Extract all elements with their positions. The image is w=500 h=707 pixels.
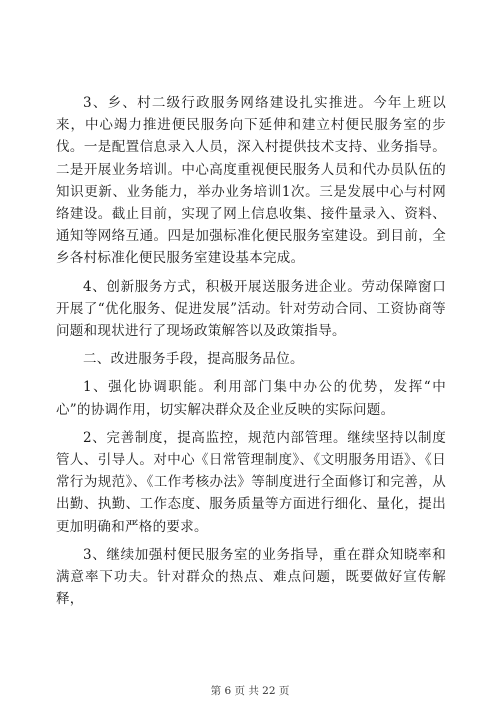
paragraph-coordination: 1、强化协调职能。利用部门集中办公的优势，发挥“中心”的协调作用，切实解决群众及企业反映的实际问题。 <box>56 379 446 418</box>
paragraph-network-construction: 3、乡、村二级行政服务网络建设扎实推进。今年上班以来，中心竭力推进便民服务向下延伸和建立村便民服务室的步伐。一是配置信息录入人员，深入村提供技术支持、业务指导。二是开展业务培训。中心高度重视便民服务人员和代办员队伍的知识更新、业务能力，举办业务培训1次。三是发展中心与村网络建设。截止目前，实现了网上信息收集、接件量录入、资料、通知等网络互通。四是加强标准化便民服务室建设。到目前，全乡各村标准化便民服务室建设基本完成。 <box>56 95 446 267</box>
paragraph-village-guidance: 3、继续加强村便民服务室的业务指导，重在群众知晓率和满意率下功夫。针对群众的热点、难点问题，既要做好宣传解释， <box>56 546 446 608</box>
paragraph-innovate-service: 4、创新服务方式，积极开展送服务进企业。劳动保障窗口开展了“优化服务、促进发展”活动。针对劳动合同、工资协商等问题和现状进行了现场政策解答以及政策指导。 <box>56 278 446 340</box>
paragraph-improve-system: 2、完善制度，提高监控，规范内部管理。继续坚持以制度管人、引导人。对中心《日常管理制度》、《文明服务用语》、《日常行为规范》、《工作考核办法》等制度进行全面修订和完善，从出勤、执勤、工作态度、服务质量等方面进行细化、量化，提出更加明确和严格的要求。 <box>56 429 446 535</box>
section-heading-improve-service: 二、改进服务手段，提高服务品位。 <box>83 351 304 368</box>
page-footer: 第 6 页 共 22 页 <box>210 685 290 697</box>
document-body <box>56 92 446 616</box>
